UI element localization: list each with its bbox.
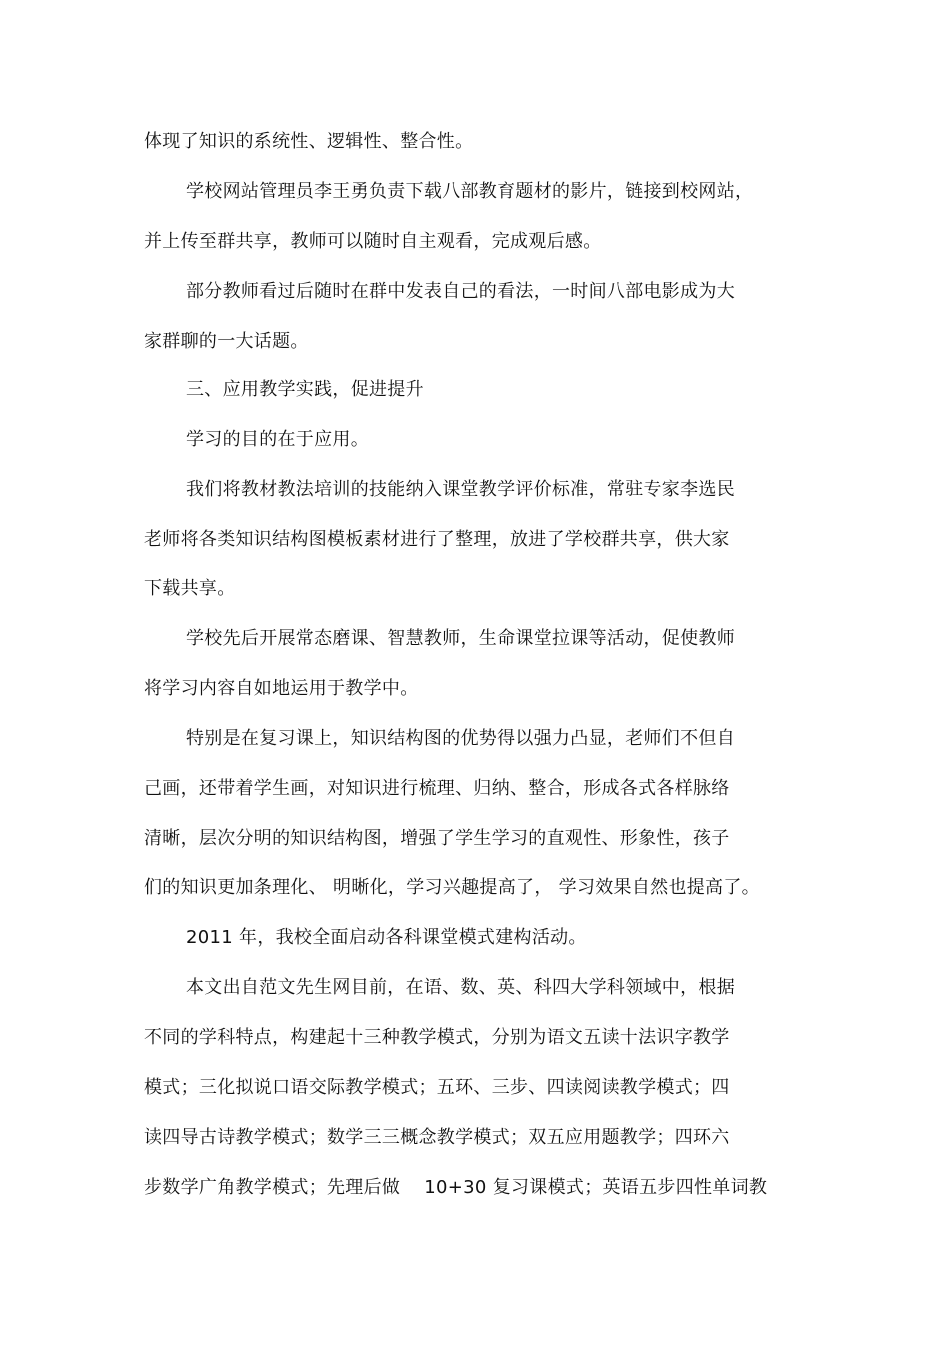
paragraph-line: 特别是在复习课上，知识结构图的优势得以强力凸显，老师们不但自	[186, 728, 735, 749]
paragraph-line: 下载共享。	[144, 578, 236, 599]
paragraph-line: 不同的学科特点，构建起十三种教学模式，分别为语文五读十法识字教学	[144, 1027, 730, 1048]
paragraph-line: 家群聊的一大话题。	[144, 331, 309, 352]
paragraph-line: 2011 年，我校全面启动各科课堂模式建构活动。	[186, 927, 587, 948]
paragraph-line: 学校先后开展常态磨课、智慧教师，生命课堂拉课等活动，促使教师	[186, 628, 735, 649]
paragraph-line: 清晰，层次分明的知识结构图，增强了学生学习的直观性、形象性，孩子	[144, 828, 730, 849]
paragraph-line: 学校网站管理员李王勇负责下载八部教育题材的影片，链接到校网站，	[186, 181, 754, 202]
paragraph-line: 们的知识更加条理化、 明晰化，学习兴趣提高了， 学习效果自然也提高了。	[144, 877, 760, 898]
paragraph-line: 学习的目的在于应用。	[186, 429, 369, 450]
paragraph-line: 将学习内容自如地运用于教学中。	[144, 678, 419, 699]
paragraph-line: 己画，还带着学生画，对知识进行梳理、归纳、整合，形成各式各样脉络	[144, 778, 730, 799]
paragraph-line: 读四导古诗教学模式；数学三三概念教学模式；双五应用题教学；四环六	[144, 1127, 730, 1148]
paragraph-line: 我们将教材教法培训的技能纳入课堂教学评价标准，常驻专家李选民	[186, 479, 735, 500]
paragraph-line: 体现了知识的系统性、逻辑性、整合性。	[144, 131, 474, 152]
paragraph-line: 老师将各类知识结构图模板素材进行了整理，放进了学校群共享，供大家	[144, 529, 730, 550]
paragraph-line: 部分教师看过后随时在群中发表自己的看法，一时间八部电影成为大	[186, 281, 735, 302]
paragraph-line: 步数学广角教学模式；先理后做 10+30 复习课模式；英语五步四性单词教	[144, 1177, 768, 1198]
section-heading: 三、应用教学实践，促进提升	[186, 379, 424, 400]
paragraph-line: 本文出自范文先生网目前，在语、数、英、科四大学科领域中，根据	[186, 977, 735, 998]
paragraph-line: 并上传至群共享，教师可以随时自主观看，完成观后感。	[144, 231, 602, 252]
paragraph-line: 模式；三化拟说口语交际教学模式；五环、三步、四读阅读教学模式；四	[144, 1077, 730, 1098]
